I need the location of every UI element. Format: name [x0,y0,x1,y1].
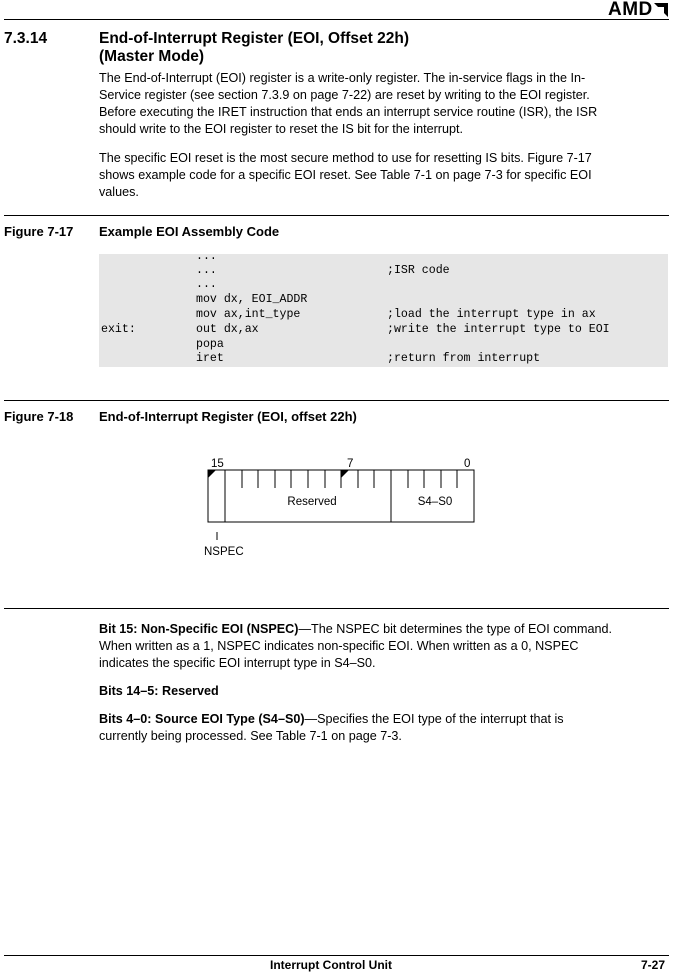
bit-description-head: Bits 4–0: Source EOI Type (S4–S0) [99,712,305,726]
bit-description-line: currently being processed. See Table 7-1 on page 7-3. [99,729,402,743]
bit-description-head: Bit 15: Non-Specific EOI (NSPEC) [99,622,299,636]
code-comment: ;return from interrupt [387,352,541,365]
code-comment: ;load the interrupt type in ax [387,308,596,321]
bit-description-line [99,683,671,700]
bit-description-text: —Specifies the EOI type of the interrupt that is [304,712,564,726]
code-label: exit: [101,323,136,336]
bit-ticks [242,470,457,488]
paragraph-line: shows example code for a specific EOI reset. See Table 7-1 on page 7-3 for specific EOI [99,168,592,182]
code-instruction: ... [196,264,217,277]
figure17-rule [4,215,669,216]
code-comment: ;ISR code [387,264,450,277]
code-line [99,278,668,293]
code-instruction: ... [196,250,217,263]
code-line [99,338,668,353]
field-s4-s0: S4–S0 [417,496,453,508]
bit-description-line [99,621,671,638]
amd-arrow-icon [653,2,669,18]
paragraph-line: values. [99,185,139,199]
register-bit-diagram [200,452,500,562]
section-title [99,30,409,66]
figure17-number: Figure 7-17 [4,224,74,239]
code-line [99,293,668,308]
code-line [99,250,668,265]
bit-description-rule [4,608,669,609]
paragraph-line: should write to the EOI register to reset the IS bit for the interrupt. [99,122,463,136]
paragraph-line: Service register (see section 7.3.9 on page 7-22) are reset by writing to the EOI register. [99,88,590,102]
code-instruction: mov dx, EOI_ADDR [196,293,308,306]
code-instruction: popa [196,338,224,351]
amd-logo-text: AMD [608,0,653,20]
code-instruction: mov ax,int_type [196,308,301,321]
footer-rule [4,955,669,956]
field-nspec: NSPEC [204,546,244,558]
header-rule [4,19,669,20]
paragraph-line: The specific EOI reset is the most secure method to use for resetting IS bits. Figure 7-17 [99,151,592,165]
code-line [99,264,668,279]
paragraph-line: The End-of-Interrupt (EOI) register is a write-only register. The in-service flags in the In- [99,71,586,85]
bit7-marker-icon [341,470,349,478]
bit-description-nspec [99,621,671,672]
bit-description-line: indicates the specific EOI interrupt type in S4–S0. [99,656,376,670]
bit-description-s4-s0 [99,711,671,745]
bit-description-head: Bits 14–5: Reserved [99,684,219,698]
paragraph-line: Before executing the IRET instruction that ends an interrupt service routine (ISR), the ISR [99,105,598,119]
code-listing [99,250,668,367]
bit-label-7: 7 [347,458,354,470]
code-instruction: out dx,ax [196,323,259,336]
code-line [99,323,668,338]
code-comment: ;write the interrupt type to EOI [387,323,610,336]
code-instruction: ... [196,278,217,291]
bit-description-line: When written as a 1, NSPEC indicates non-specific EOI. When written as a 0, NSPEC [99,639,579,653]
section-title-line2: (Master Mode) [99,48,205,65]
paragraph-2 [99,150,671,201]
bit-description-text: —The NSPEC bit determines the type of EOI command. [298,622,613,636]
bit-description-reserved [99,683,671,700]
bit-description-line [99,711,671,728]
section-number: 7.3.14 [4,30,48,47]
code-instruction: iret [196,352,224,365]
bit-label-0: 0 [464,458,471,470]
footer-title: Interrupt Control Unit [270,958,392,972]
figure17-title: Example EOI Assembly Code [99,224,280,239]
bit15-marker-icon [208,470,216,478]
figure18-number: Figure 7-18 [4,409,74,424]
page-number: 7-27 [641,958,666,972]
section-title-line1: End-of-Interrupt Register (EOI, Offset 22h) [99,30,410,47]
bit-label-15: 15 [211,458,224,470]
field-reserved: Reserved [287,496,337,508]
figure18-title: End-of-Interrupt Register (EOI, offset 22h) [99,409,357,424]
code-line [99,352,668,367]
code-line [99,308,668,323]
figure18-rule [4,400,669,401]
paragraph-1 [99,70,671,138]
